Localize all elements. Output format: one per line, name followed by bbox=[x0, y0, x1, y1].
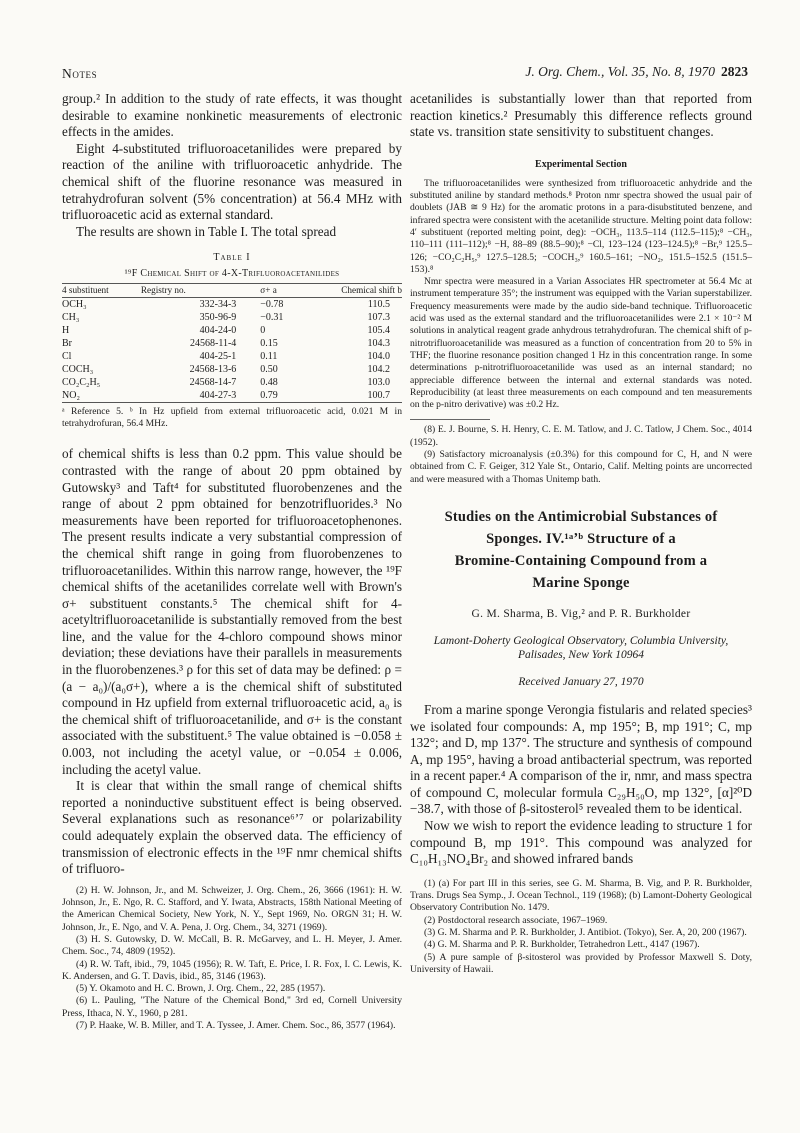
footnote: (2) H. W. Johnson, Jr., and M. Schweizer, J. Org. Chem., 26, 3666 (1961): H. W. Johnson, Jr., E. Ngo, R. C. Stafford, and Y. Iwata, Abstracts, 158th National Meeting of the American Chemical Society, New York, N. Y., Sept 1969, No. ORGN 31; H. W. Johnson, Jr., E. Ngo, and V. A. Pena, J. Org. Chem., 34, 3271 (1969). bbox=[62, 884, 402, 933]
cell-substituent: NO₂ bbox=[62, 389, 141, 403]
affiliation-line: Lamont-Doherty Geological Observatory, Columbia University, bbox=[433, 634, 729, 647]
table-row bbox=[62, 298, 402, 312]
cell-shift: 105.4 bbox=[367, 324, 390, 336]
footnote: (4) R. W. Taft, ibid., 79, 1045 (1956); R. W. Taft, E. Price, I. R. Fox, I. C. Lewis, K. K. Andersen, and G. T. Davis, ibid., 85, 3146 (1963). bbox=[62, 958, 402, 982]
footnote-divider bbox=[410, 419, 490, 420]
footnote: (1) (a) For part III in this series, see G. M. Sharma, B. Vig, and P. R. Burkholder, Trans. Drugs Sea Symp., J. Ocean Technol., 119 (1968); (b) Lamont-Doherty Geological Observatory Contribution No. 1479. bbox=[410, 877, 752, 914]
right-column bbox=[410, 91, 752, 976]
table-1 bbox=[62, 252, 402, 430]
cell-shift: 104.2 bbox=[367, 363, 390, 375]
cell-shift: 104.0 bbox=[367, 350, 390, 362]
running-head-section: Notes bbox=[62, 66, 98, 81]
footnote: (7) P. Haake, W. B. Miller, and T. A. Tyssee, J. Amer. Chem. Soc., 86, 3577 (1964). bbox=[76, 1020, 396, 1032]
article-title-line: Studies on the Antimicrobial Substances of bbox=[444, 508, 718, 525]
cell-registry: 404-27-3 bbox=[141, 389, 260, 403]
footnote: (3) G. M. Sharma and P. R. Burkholder, J. Antibiot. (Tokyo), Ser. A, 20, 200 (1967). bbox=[424, 927, 747, 939]
cell-shift: 103.0 bbox=[367, 376, 390, 388]
article-paragraph-1: From a marine sponge Verongia fistularis and related species³ we isolated four compounds: A, mp 195°; B, mp 191°; C, mp 132°; and D, mp 137°. The structure and synthesis of compound A, mp 195°, having a broad antibacterial spectrum, was reported in a recent paper.⁴ A comparison of the ir, nmr, and mass spectra of compound C, molecular formula C₂₉H₅₀O, mp 132°, [α]²⁰D −38.7, with those of β-sitosterol⁵ revealed them to be identical. bbox=[410, 701, 752, 817]
table-row bbox=[62, 363, 402, 376]
experimental-paragraph-2: Nmr spectra were measured in a Varian Associates HR spectrometer at 56.4 Mc at instrument temperature 35°; the instrument was equipped with the Varian superstabilizer. Frequency measurements were made by the audio side-band technique. Trifluoroacetic acid was used as the external standard and the trifluoroacetanilides were 2.1 × 10⁻² M solutions in analytical reagent grade anhydrous tetrahydrofuran. The chemical shift of p-nitrotrifluoroacetanilide was measured as a function of concentration from 20 to 5% in THF; the fluorine resonance position changed 1 Hz in this concentration range. In some determinations p-nitrotrifluoroacetanilide was used as an internal standard; no appreciable difference between the internal and external standards was noted. Reproducibility (at least three measurements on each compound and ten measurements on the p-nitro derivative) was ±0.2 Hz. bbox=[410, 276, 752, 411]
cell-registry: 350-96-9 bbox=[199, 311, 237, 323]
cell-substituent: H bbox=[62, 324, 70, 336]
table-header: σ+ a bbox=[260, 284, 299, 298]
footnote: (9) Satisfactory microanalysis (±0.3%) for this compound for C, H, and N were obtained from C. F. Geiger, 312 Yale St., Ontario, Calif. Melting points are uncorrected and were measured with a Thomas Unitemp bath. bbox=[410, 449, 752, 485]
left-paragraph-5: It is clear that within the small range of chemical shifts reported a noninductive substituent effect is being observed. Several explanations such as resonance⁶ʼ⁷ or polarizability could adequately explain the observed data. The efficiency of transmission of electronic effects in the ¹⁹F nmr chemical shifts of trifluoro- bbox=[62, 778, 402, 877]
article-title bbox=[410, 506, 752, 594]
table-row bbox=[62, 389, 402, 403]
table-row bbox=[62, 311, 402, 324]
article-authors: G. M. Sharma, B. Vig,² and P. R. Burkholder bbox=[471, 607, 691, 620]
footnote: (4) G. M. Sharma and P. R. Burkholder, Tetrahedron Lett., 4147 (1967). bbox=[424, 939, 700, 951]
cell-sigma: −0.78 bbox=[260, 298, 284, 310]
cell-substituent: COCH₃ bbox=[62, 363, 94, 375]
experimental-heading: Experimental Section bbox=[535, 158, 627, 170]
cell-substituent: Cl bbox=[62, 350, 72, 362]
footnote: (6) L. Pauling, "The Nature of the Chemical Bond," 3rd ed, Cornell University Press, Ithaca, N. Y., 1960, p 281. bbox=[62, 995, 402, 1019]
left-paragraph-2: Eight 4-substituted trifluoroacetanilides were prepared by reaction of the aniline with trifluoroacetic anhydride. The chemical shift of the fluorine resonance was measured in tetrahydrofuran solvent (5% concentration) at 56.4 MHz with trifluoroacetic acid as external standard. bbox=[62, 140, 402, 223]
article-title-line: Sponges. IV.¹ᵃʼᵇ Structure of a bbox=[486, 530, 676, 547]
article-title-line: Bromine-Containing Compound from a bbox=[454, 552, 708, 569]
cell-shift: 107.3 bbox=[367, 311, 390, 323]
left-paragraph-3: The results are shown in Table I. The total spread bbox=[76, 223, 337, 239]
received-date: Received January 27, 1970 bbox=[518, 675, 644, 688]
footnote: (8) E. J. Bourne, S. H. Henry, C. E. M. Tatlow, and J. C. Tatlow, J Chem. Soc., 4014 (1952). bbox=[410, 424, 752, 448]
table-row bbox=[62, 376, 402, 389]
cell-sigma: 0.48 bbox=[260, 376, 278, 388]
cell-sigma: 0 bbox=[260, 324, 266, 336]
left-column bbox=[62, 91, 402, 1032]
table-footnote: ᵃ Reference 5. ᵇ In Hz upfield from external trifluoroacetic acid, 0.021 M in tetrahydrofuran, 56.4 MHz. bbox=[62, 406, 402, 430]
footnote: (5) A pure sample of β-sitosterol was provided by Professor Maxwell S. Doty, University of Hawaii. bbox=[410, 951, 752, 975]
cell-shift: 104.3 bbox=[367, 337, 390, 349]
cell-sigma: 0.15 bbox=[260, 337, 278, 349]
cell-registry: 24568-13-6 bbox=[189, 363, 237, 375]
article-title-line: Marine Sponge bbox=[532, 574, 630, 591]
cell-shift: 110.5 bbox=[367, 298, 390, 310]
cell-registry: 404-25-1 bbox=[199, 350, 237, 362]
table-row bbox=[62, 350, 402, 363]
left-paragraph-1: group.² In addition to the study of rate effects, it was thought desirable to examine nonkinetic measurements of electronic effects in the amides. bbox=[62, 91, 402, 140]
table-title: ¹⁹F Chemical Shift of 4-X-Trifluoroacetanilides bbox=[124, 268, 340, 280]
table-header-row bbox=[62, 284, 402, 298]
left-paragraph-4: of chemical shifts is less than 0.2 ppm. This value should be contrasted with the range of about 20 ppm obtained by Gutowsky³ and Taft⁴ for substituted fluorobenzenes and the range of about 2 ppm obtained for benzotrifluorides.³ No measurements have been reported for trifluoroacetophenones. The present results indicate a very substantial compression of the chemical shift range in going from fluorobenzenes to trifluoroacetanilides. Within this narrow range, however, the ¹⁹F chemical shifts of the acetanilides correlate well with Brown's σ+ substituent constants.⁵ The chemical shift for 4-acetyltrifluoroacetanilide is substantially removed from the best line, and the value for the 4-chloro compound shows minor deviation; these deviations have their parallels in measurements in the fluorobenzenes.³ ρ for this set of data may be defined: ρ = (a − a₀)/(a₀σ+), where a is the chemical shift of substituted compound in Hz upfield from external trifluoroacetic acid, a₀ is the chemical shift of trifluoroacetanilide, and σ+ is the constant associated with the substituent.⁵ The value obtained is −0.058 ± 0.003, not including the acetyl value, or −0.054 ± 0.006, including the acetyl value. bbox=[62, 446, 402, 777]
cell-registry: 24568-14-7 bbox=[189, 376, 237, 388]
article-paragraph-2: Now we wish to report the evidence leading to structure 1 for compound B, mp 191°. This compound was analyzed for C₁₀H₁₃NO₄Br₂ and showed infrared bands bbox=[410, 818, 752, 867]
cell-registry: 24568-11-4 bbox=[190, 337, 237, 349]
table-caption: Table I bbox=[213, 252, 251, 264]
cell-sigma: −0.31 bbox=[260, 311, 284, 323]
experimental-paragraph-1: The trifluoroacetanilides were synthesized from trifluoroacetic anhydride and the substituted aniline by standard methods.⁸ Proton nmr spectra showed the usual pair of doublets (JAB ≅ 9 Hz) for the aromatic protons in a para-disubstituted benzene, and infrared spectra were consistent with the acetanilide structure. Melting point data follow: 4′ substituent (reported melting point, deg): −OCH₃, 113.5–114 (112.5–115);⁸ −CH₃, 110–111 (111–112);⁸ −H, 88–89 (88.5–90);⁸ −Cl, 123–124 (123–124.5);⁸ −Br,⁹ 125.5–126; −CO₂C₂H₅,⁹ 127.5–128.5; −COCH₃,⁹ 160.5–161; −NO₂, 151.5–152.5 (151.5–153).⁸ bbox=[410, 177, 752, 275]
chemical-shift-table bbox=[62, 283, 402, 403]
table-row bbox=[62, 324, 402, 337]
cell-substituent: CO₂C₂H₅ bbox=[62, 376, 101, 388]
cell-shift: 100.7 bbox=[299, 389, 402, 403]
page-number: 2823 bbox=[721, 64, 748, 79]
cell-substituent: Br bbox=[62, 337, 72, 349]
article-affiliation bbox=[410, 634, 752, 662]
table-header: 4 substituent bbox=[62, 284, 141, 298]
cell-sigma: 0.11 bbox=[260, 350, 278, 362]
table-header: Registry no. bbox=[141, 284, 260, 298]
journal-citation: J. Org. Chem., Vol. 35, No. 8, 1970 bbox=[525, 64, 715, 79]
cell-sigma: 0.50 bbox=[260, 363, 278, 375]
footnote: (2) Postdoctoral research associate, 1967–1969. bbox=[424, 914, 608, 926]
running-head-journal bbox=[525, 64, 748, 80]
table-row bbox=[62, 337, 402, 350]
cell-sigma: 0.79 bbox=[260, 389, 299, 403]
right-paragraph-1: acetanilides is substantially lower than that reported from reaction kinetics.² Presumably this difference reflects ground state vs. transition state sensitivity to substituent changes. bbox=[410, 91, 752, 140]
affiliation-line: Palisades, New York 10964 bbox=[517, 648, 645, 661]
table-header: Chemical shift b bbox=[299, 284, 402, 298]
cell-substituent: OCH₃ bbox=[62, 298, 87, 310]
footnote: (5) Y. Okamoto and H. C. Brown, J. Org. Chem., 22, 285 (1957). bbox=[76, 983, 326, 995]
cell-registry: 332-34-3 bbox=[199, 298, 237, 310]
cell-substituent: CH₃ bbox=[62, 311, 80, 323]
footnote: (3) H. S. Gutowsky, D. W. McCall, B. R. McGarvey, and L. H. Meyer, J. Amer. Chem. Soc., 74, 4809 (1952). bbox=[62, 933, 402, 958]
cell-registry: 404-24-0 bbox=[199, 324, 237, 336]
